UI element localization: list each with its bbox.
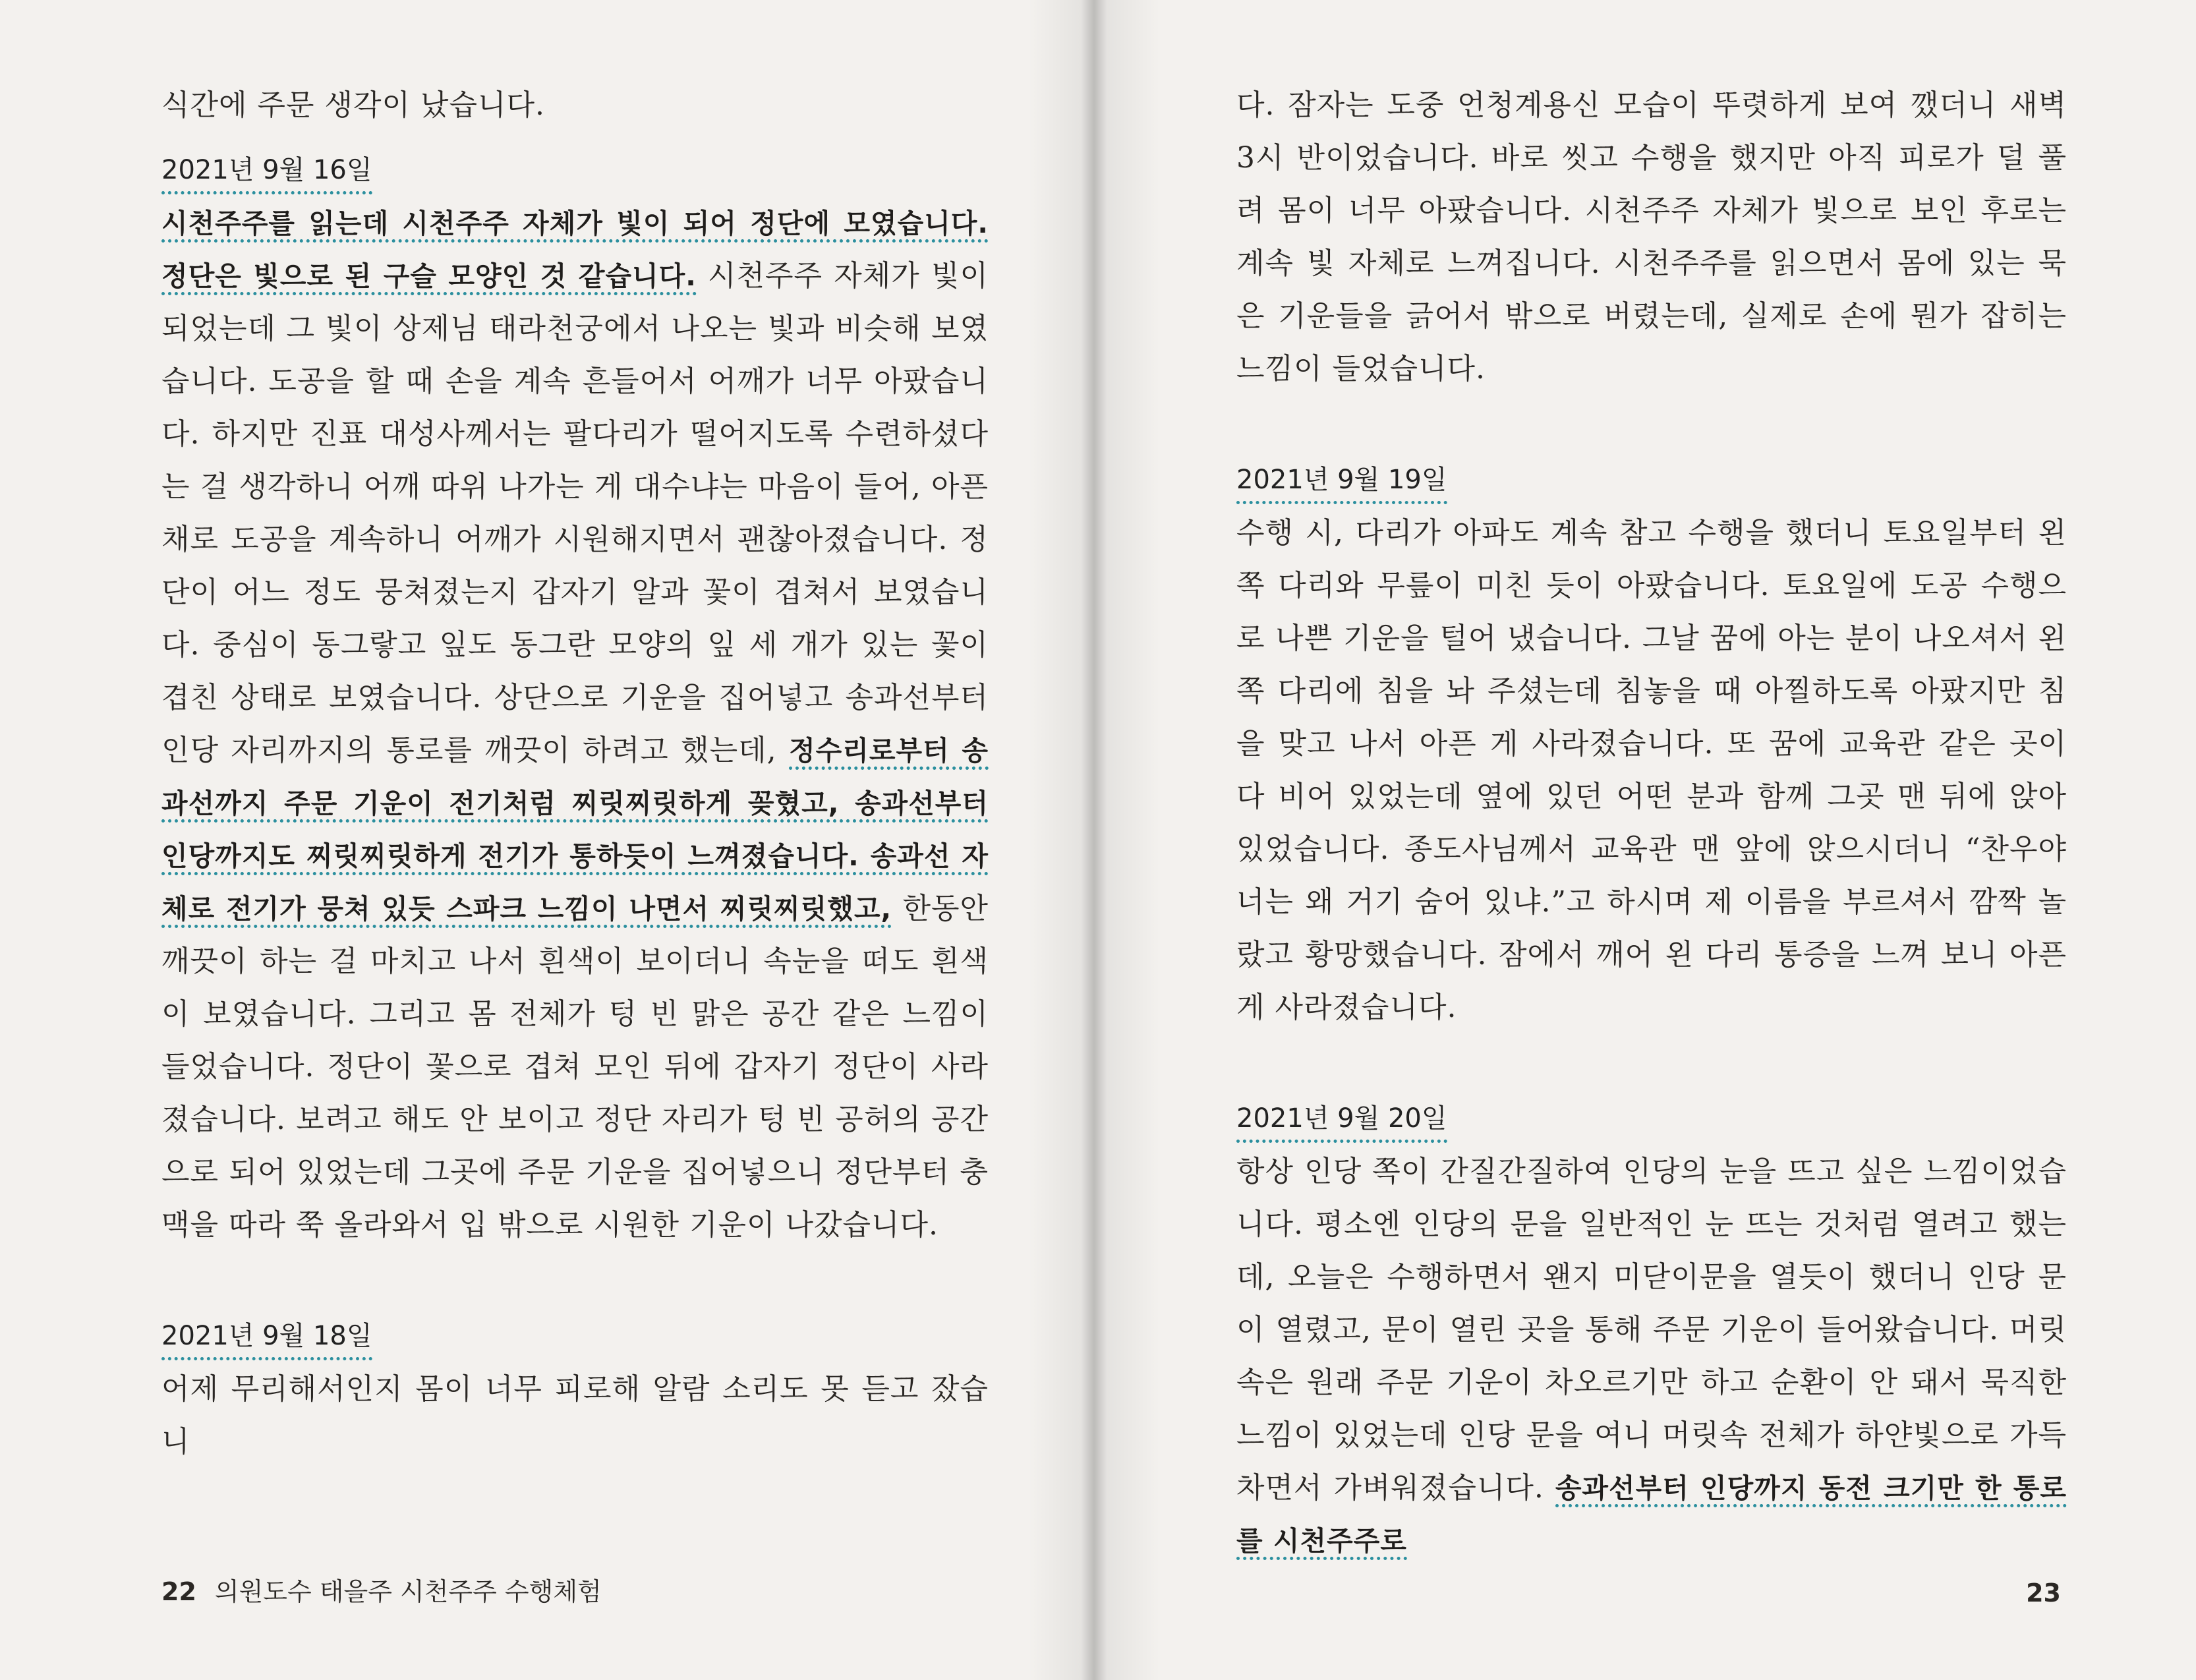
page-number: 23 [2026, 1579, 2061, 1608]
right-page [1098, 0, 2196, 1680]
body-text: 한동안 깨끗이 하는 걸 마치고 나서 흰색이 보이더니 속눈을 떠도 흰색이 보였습니다. 그리고 몸 전체가 텅 빈 맑은 공간 같은 느낌이 들었습니다. 정단이 꽃으로 겹쳐 모인 뒤에 갑자기 정단이 사라졌습니다. 보려고 해도 안 보이고 정단 자리가 텅 빈 공허의 공간으로 되어 있었는데 그곳에 주문 기운을 집어넣으니 정단부터 충맥을 따라 쭉 올라와서 입 밖으로 시원한 기운이 나갔습니다. [161, 892, 989, 1242]
left-page-text [161, 79, 989, 1468]
highlight-text: 송과선부터 인당까지 동전 크기만 한 통로를 시천주주로 [1236, 1472, 2067, 1560]
entry-sep16 [161, 197, 989, 1252]
right-page-footer [2026, 1579, 2061, 1608]
intro-paragraph: 식간에 주문 생각이 났습니다. [161, 88, 545, 122]
date-heading-sep16: 2021년 9월 16일 [161, 150, 372, 194]
date-heading-sep19: 2021년 9월 19일 [1236, 460, 1447, 504]
entry-sep18: 어제 무리해서인지 몸이 너무 피로해 알람 소리도 못 듣고 잤습니 [161, 1372, 989, 1459]
paragraph-spacer [161, 1252, 989, 1298]
body-text: 시천주주 자체가 빛이 되었는데 그 빛이 상제님 태라천궁에서 나오는 빛과 비슷해 보였습니다. 도공을 할 때 손을 계속 흔들어서 어깨가 너무 아팠습니다. 하지만 진표 대성사께서는 팔다리가 떨어지도록 수련하셨다는 걸 생각하니 어깨 따위 나가는 게 대수냐는 마음이 들어, 아픈 채로 도공을 계속하니 어깨가 시원해지면서 괜찮아졌습니다. 정단이 어느 정도 뭉쳐졌는지 갑자기 알과 꽃이 겹쳐서 보였습니다. 중심이 동그랗고 잎도 동그란 모양의 잎 세 개가 있는 꽃이 겹친 상태로 보였습니다. 상단으로 기운을 집어넣고 송과선부터 인당 자리까지의 통로를 깨끗이 하려고 했는데, [161, 259, 989, 767]
body-text: 항상 인당 쪽이 간질간질하여 인당의 눈을 뜨고 싶은 느낌이었습니다. 평소엔 인당의 문을 일반적인 눈 뜨는 것처럼 열려고 했는데, 오늘은 수행하면서 왠지 미닫이문을 열듯이 했더니 인당 문이 열렸고, 문이 열린 곳을 통해 주문 기운이 들어왔습니다. 머릿속은 원래 주문 기운이 차오르기만 하고 순환이 안 돼서 묵직한 느낌이 있었는데 인당 문을 여니 머릿속 전체가 하얀빛으로 가득 차면서 가벼워졌습니다. [1236, 1155, 2067, 1505]
entry-sep19: 수행 시, 다리가 아파도 계속 참고 수행을 했더니 토요일부터 왼쪽 다리와 무릎이 미친 듯이 아팠습니다. 토요일에 도공 수행으로 나쁜 기운을 털어 냈습니다. 그날 꿈에 아는 분이 나오셔서 왼쪽 다리에 침을 놔 주셨는데 침놓을 때 아찔하도록 아팠지만 침을 맞고 나서 아픈 게 사라졌습니다. 또 꿈에 교육관 같은 곳이 다 비어 있었는데 옆에 있던 어떤 분과 함께 그곳 맨 뒤에 앉아 있었습니다. 종도사님께서 교육관 맨 앞에 앉으시더니 “찬우야 너는 왜 거기 숨어 있냐.”고 하시며 제 이름을 부르셔서 깜짝 놀랐고 황망했습니다. 잠에서 깨어 왼 다리 통증을 느껴 보니 아픈 게 사라졌습니다. [1236, 516, 2067, 1024]
right-page-text [1236, 79, 2067, 1567]
left-page-footer [161, 1571, 602, 1608]
entry-sep18-continued: 다. 잠자는 도중 언청계용신 모습이 뚜렷하게 보여 깼더니 새벽 3시 반이었습니다. 바로 씻고 수행을 했지만 아직 피로가 덜 풀려 몸이 너무 아팠습니다. 시천주주 자체가 빛으로 보인 후로는 계속 빛 자체로 느껴집니다. 시천주주를 읽으면서 몸에 있는 묵은 기운들을 긁어서 밖으로 버렸는데, 실제로 손에 뭔가 잡히는 느낌이 들었습니다. [1236, 88, 2067, 386]
paragraph-spacer [1236, 1034, 2067, 1080]
paragraph-spacer [1236, 395, 2067, 442]
highlight-text: 정수리로부터 송과선까지 주문 기운이 전기처럼 찌릿찌릿하게 꽂혔고, 송과선부터 인당까지도 찌릿찌릿하게 전기가 통하듯이 느껴졌습니다. 송과선 자체로 전기가 뭉쳐 있듯 스파크 느낌이 나면서 찌릿찌릿했고, [161, 735, 989, 928]
date-heading-sep20: 2021년 9월 20일 [1236, 1099, 1447, 1143]
entry-sep20 [1236, 1145, 2067, 1567]
running-title: 의원도수 태을주 시천주주 수행체험 [214, 1577, 602, 1606]
date-heading-sep18: 2021년 9월 18일 [161, 1316, 372, 1360]
page-number: 22 [161, 1577, 196, 1606]
highlight-text: 시천주주를 읽는데 시천주주 자체가 빛이 되어 정단에 모였습니다. 정단은 빛으로 된 구슬 모양인 것 같습니다. [161, 208, 989, 295]
